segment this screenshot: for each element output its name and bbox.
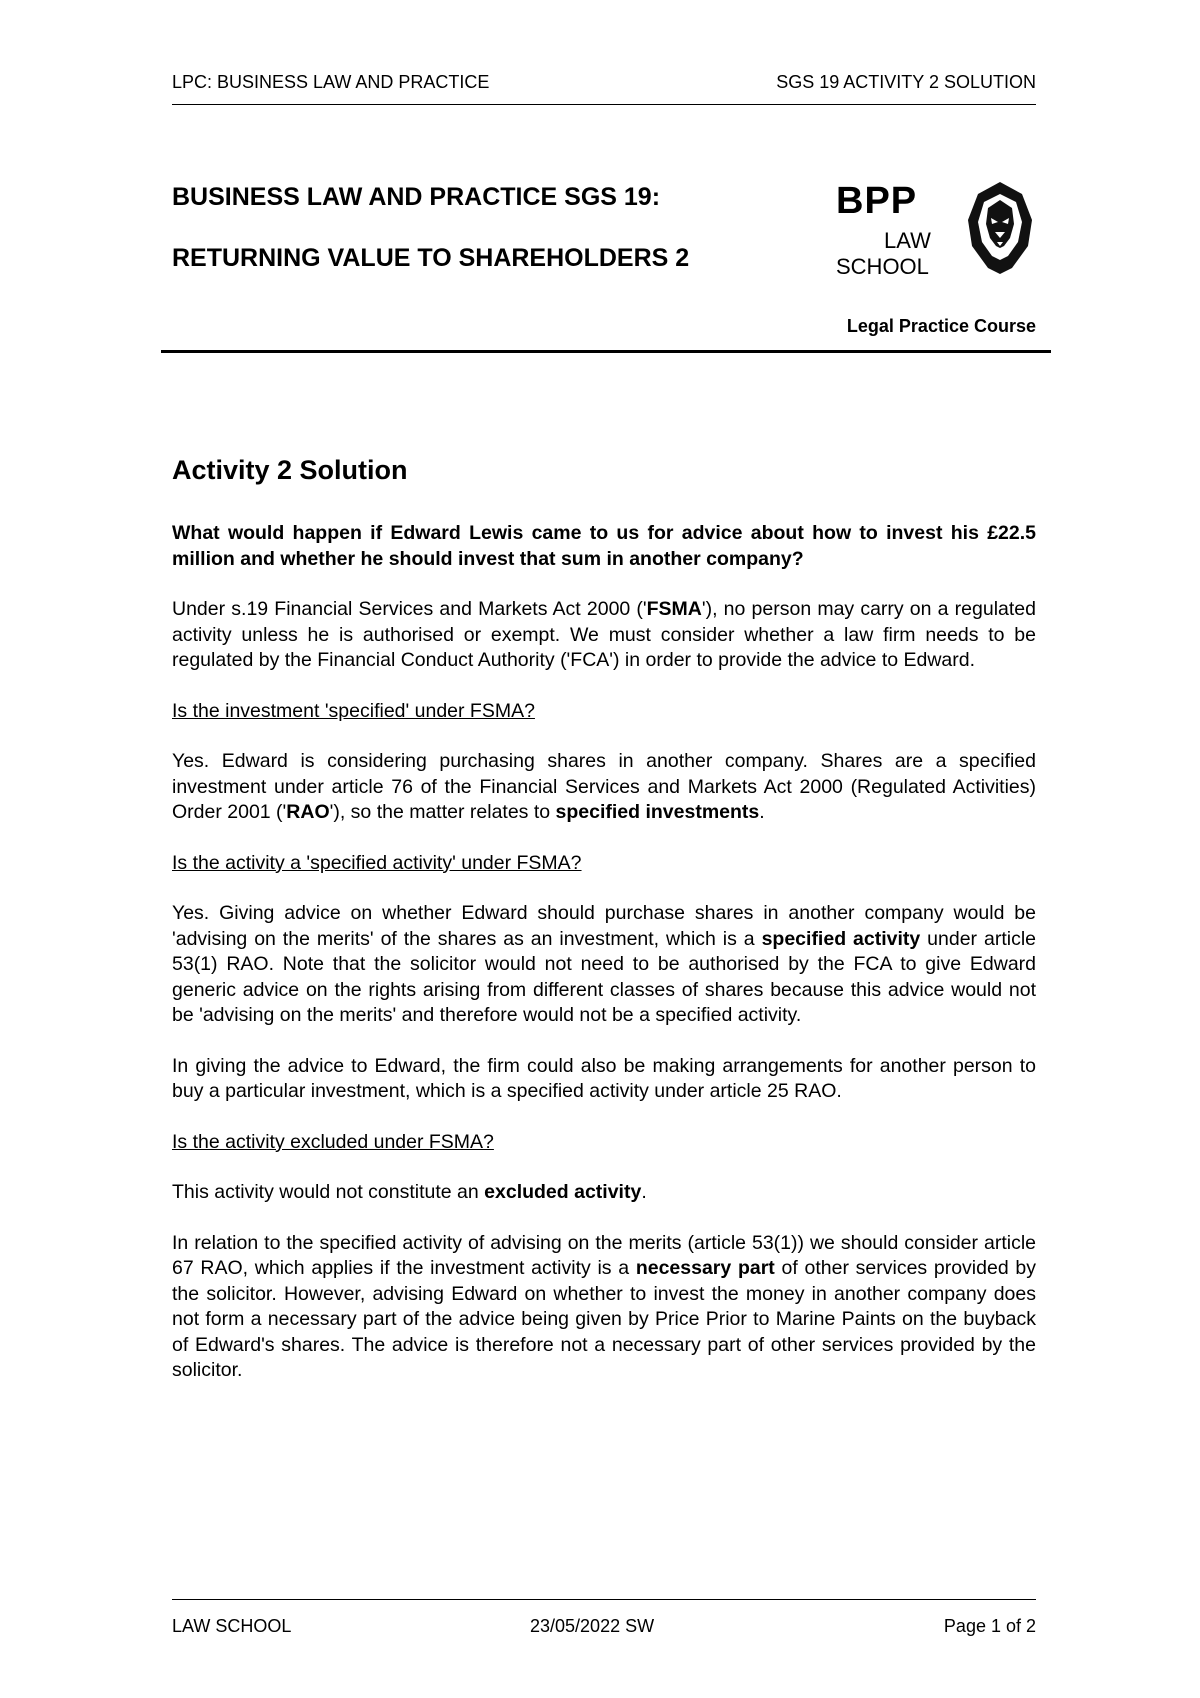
logo-law-text: LAW xyxy=(884,228,931,253)
text-run: In relation to the specified activity of advising on the merits (article 53(1)) we should consider article 67 RAO, which applies if the investment activity is a xyxy=(172,1231,1036,1279)
text-run: Yes. Giving advice on whether Edward should purchase shares in another company would be 'advising on the merits' of the shares as an investment, which is a xyxy=(172,902,1036,950)
lion-head-icon xyxy=(964,180,1036,276)
paragraph-specified-investment xyxy=(172,749,1036,826)
page-footer xyxy=(172,1599,1036,1640)
title-divider xyxy=(161,350,1051,353)
subheading-specified-investment: Is the investment 'specified' under FSMA? xyxy=(172,699,535,722)
header-right-text: SGS 19 ACTIVITY 2 SOLUTION xyxy=(776,72,1036,92)
paragraph-necessary-part xyxy=(172,1231,1036,1384)
course-label: Legal Practice Course xyxy=(846,316,1036,336)
section-heading: Activity 2 Solution xyxy=(172,455,408,485)
header-left-text: LPC: BUSINESS LAW AND PRACTICE xyxy=(172,72,490,92)
text-run: . xyxy=(641,1181,647,1203)
text-run: '), so the matter relates to xyxy=(329,801,556,823)
paragraph-excluded-activity xyxy=(172,1180,1036,1206)
text-run: '), no person may carry on a regulated activity unless he is authorised or exempt. We must consider whether a law firm needs to be regulated by the Financial Conduct Authority ('FCA') in order to provide the advice to Edward. xyxy=(172,598,1036,671)
question-paragraph: What would happen if Edward Lewis came to us for advice about how to invest his £22.5 million and whether he should invest that sum in another company? xyxy=(172,522,1036,570)
document-body xyxy=(172,454,1036,1409)
bold-term-specified-investments: specified investments xyxy=(555,801,760,823)
bold-term-excluded-activity: excluded activity xyxy=(484,1181,642,1203)
subheading-excluded-activity: Is the activity excluded under FSMA? xyxy=(172,1130,494,1153)
bold-term-necessary-part: necessary part xyxy=(635,1257,775,1279)
footer-date-text: 23/05/2022 SW xyxy=(530,1616,655,1636)
paragraph-specified-activity xyxy=(172,901,1036,1029)
title-line-1: BUSINESS LAW AND PRACTICE SGS 19: xyxy=(172,183,661,211)
title-line-2: RETURNING VALUE TO SHAREHOLDERS 2 xyxy=(172,244,690,272)
text-run: Under s.19 Financial Services and Markets Act 2000 (' xyxy=(172,598,647,620)
bpp-logo xyxy=(836,180,1036,280)
text-run: Yes. Edward is considering purchasing shares in another company. Shares are a specified investment under article 76 of the Financial Services and Markets Act 2000 (Regulated Activities) Order 2001 (' xyxy=(172,750,1036,823)
paragraph-arrangements: In giving the advice to Edward, the firm could also be making arrangements for another person to buy a particular investment, which is a specified activity under article 25 RAO. xyxy=(172,1054,1036,1102)
text-run: This activity would not constitute an xyxy=(172,1181,485,1203)
text-run: under article 53(1) RAO. Note that the solicitor would not need to be authorised by the FCA to give Edward generic advice on the rights arising from different classes of shares because this advice would not be 'advising on the merits' and therefore would not be a specified activity. xyxy=(172,927,1036,1026)
bold-term-rao: RAO xyxy=(286,801,330,823)
bold-term-specified-activity: specified activity xyxy=(761,927,921,950)
footer-left-text: LAW SCHOOL xyxy=(172,1616,292,1636)
logo-school-text: SCHOOL xyxy=(836,254,929,279)
logo-brand-text: BPP xyxy=(836,180,918,222)
text-run: . xyxy=(759,801,765,823)
bold-term-fsma: FSMA xyxy=(646,598,702,620)
page-number: Page 1 of 2 xyxy=(943,1616,1036,1636)
page-header xyxy=(172,70,1036,105)
text-run: of other services provided by the solicitor. However, advising Edward on whether to invest the money in another company does not form a necessary part of the advice being given by Price Prior to Marine Paints on the buyback of Edward's shares. The advice is therefore not a necessary part of other services provided by the solicitor. xyxy=(172,1257,1036,1381)
subheading-specified-activity: Is the activity a 'specified activity' under FSMA? xyxy=(172,851,582,874)
paragraph-fsma-intro xyxy=(172,597,1036,674)
